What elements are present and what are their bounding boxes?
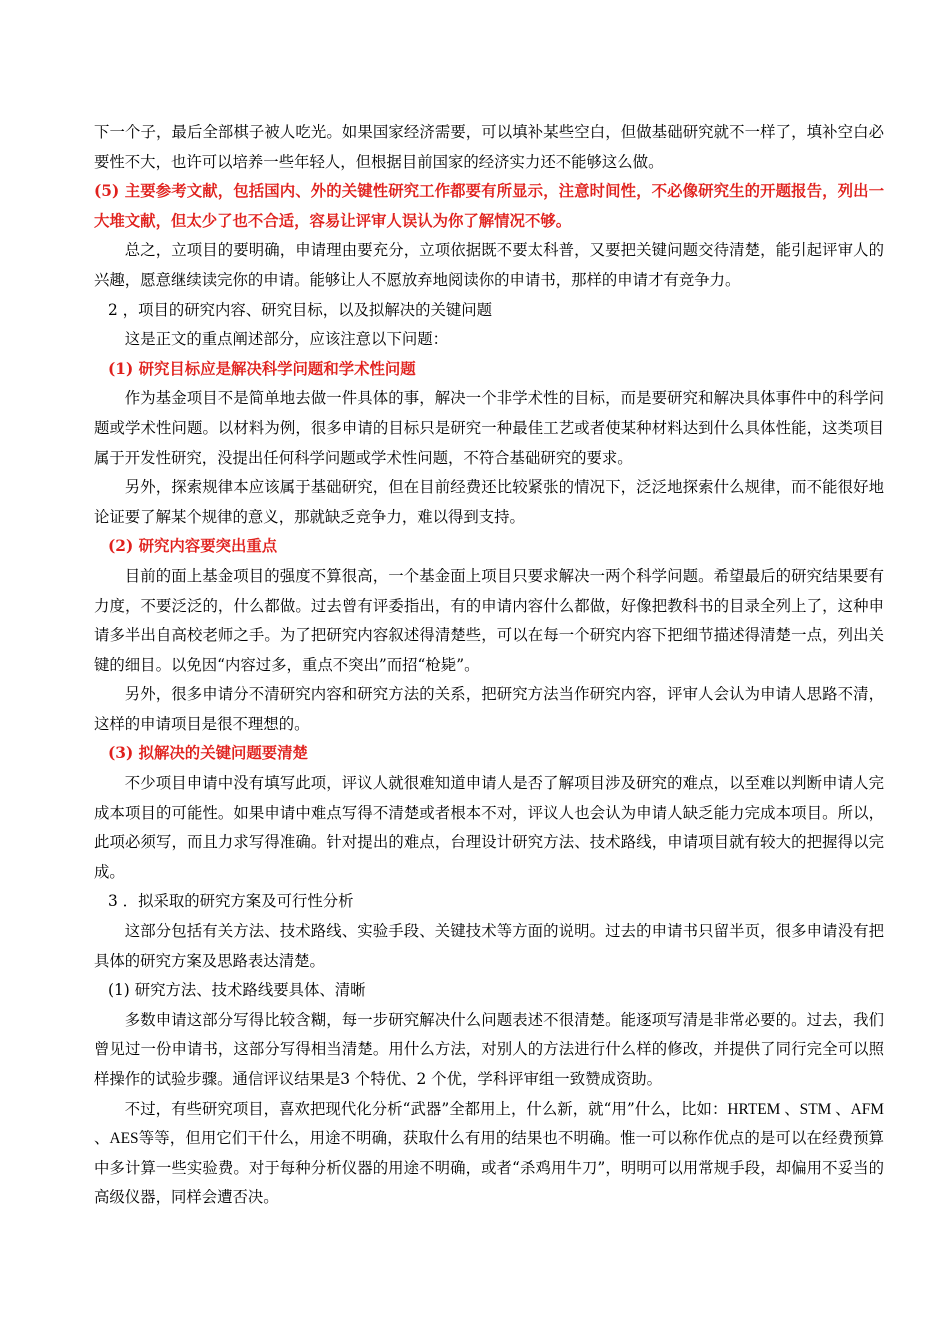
paragraph-intro-continuation: 下一个子，最后全部棋子被人吃光。如果国家经济需要，可以填补某些空白，但做基础研究就不一样了，填补空白必要性不大，也许可以培养一些年轻人，但根据目前国家的经济实力还不能够这么做。 bbox=[94, 123, 884, 171]
paragraph-section-2-intro: 这是正文的重点阐述部分，应该注意以下问题： bbox=[124, 330, 449, 349]
instruments-rest: 等等，但用它们干什么，用途不明确，获取什么有用的结果也不明确。惟一可以称作优点的是可以在经费预算中多计算一些实验费。对于每种分析仪器的用途不明确，或者“杀鸡用牛刀”，明明可以用常规手段，却偏用不妥当的高级仪器，同样会遭否决。 bbox=[94, 1129, 884, 1207]
paragraph-references-emphasis: (5) 主要参考文献，包括国内、外的关键性研究工作都要有所显示，注意时间性，不必像研究生的开题报告，列出一大堆文献，但太少了也不合适，容易让评审人误认为你了解情况不够。 bbox=[94, 182, 884, 230]
instrument-list: HRTEM 、STM 、AFM 、AES bbox=[94, 1100, 884, 1148]
subheading-research-goal: (1) 研究目标应是解决科学问题和学术性问题 bbox=[108, 359, 416, 378]
section-heading-2: 2 ，项目的研究内容、研究目标，以及拟解决的关键问题 bbox=[108, 300, 493, 319]
section-heading-3: 3 ．拟采取的研究方案及可行性分析 bbox=[108, 892, 354, 911]
paragraph-section-3-intro: 这部分包括有关方法、技术路线、实验手段、关键技术等方面的说明。过去的申请书只留半页，很多申请没有把具体的研究方案及思路表达清楚。 bbox=[94, 922, 884, 970]
paragraph-key-problems: 不少项目申请中没有填写此项，评议人就很难知道申请人是否了解项目涉及研究的难点，以至难以判断申请人完成本项目的可能性。如果申请中难点写得不清楚或者根本不对，评议人也会认为申请人缺乏能力完成本项目。所以，此项必须写，而且力求写得准确。针对提出的难点，台理设计研究方法、技术路线，申请项目就有较大的把握得以完成。 bbox=[94, 774, 884, 881]
paragraph-content-vs-method: 另外，很多申请分不清研究内容和研究方法的关系，把研究方法当作研究内容，评审人会认为申请人思路不清，这样的申请项目是很不理想的。 bbox=[94, 685, 884, 733]
subheading-key-problems: (3) 拟解决的关键问题要清楚 bbox=[108, 744, 308, 763]
paragraph-research-goal: 作为基金项目不是简单地去做一件具体的事，解决一个非学术性的目标，而是要研究和解决具体事件中的科学问题或学术性问题。以材料为例，很多申请的目标只是研究一种最佳工艺或者使某种材料达到什么具体性能，这类项目属于开发性研究，没提出任何科学问题或学术性问题，不符合基础研究的要求。 bbox=[94, 389, 884, 467]
paragraph-instruments bbox=[94, 1095, 884, 1213]
subheading-research-content: (2) 研究内容要突出重点 bbox=[108, 537, 278, 556]
paragraph-summary: 总之，立项目的要明确，申请理由要充分，立项依据既不要太科普，又要把关键问题交待清楚，能引起评审人的兴趣，愿意继续读完你的申请。能够让人不愿放弃地阅读你的申请书，那样的申请才有竞争力。 bbox=[94, 241, 884, 289]
paragraph-research-content: 目前的面上基金项目的强度不算很高，一个基金面上项目只要求解决一两个科学问题。希望最后的研究结果要有力度，不要泛泛的，什么都做。过去曾有评委指出，有的申请内容什么都做，好像把教科书的目录全列上了，这种申请多半出自高校老师之手。为了把研究内容叙述得清楚些，可以在每一个研究内容下把细节描述得清楚一点，列出关键的细目。以免因“内容过多，重点不突出”而招“枪毙”。 bbox=[94, 566, 884, 674]
paragraph-methods: 多数申请这部分写得比较含糊，每一步研究解决什么问题表述不很清楚。能逐项写清是非常必要的。过去，我们曾见过一份申请书，这部分写得相当清楚。用什么方法，对别人的方法进行什么样的修改，并提供了同行完全可以照样操作的试验步骤。通信评议结果是3 个特优、2 个优，学科评审组一致赞成资助。 bbox=[94, 1010, 884, 1088]
subheading-methods: (1) 研究方法、技术路线要具体、清晰 bbox=[108, 981, 366, 1000]
document-page bbox=[94, 118, 884, 1213]
paragraph-explore-rules: 另外，探索规律本应该属于基础研究，但在目前经费还比较紧张的情况下，泛泛地探索什么规律，而不能很好地论证要了解某个规律的意义，那就缺乏竞争力，难以得到支持。 bbox=[94, 478, 884, 526]
instruments-lead: 不过，有些研究项目，喜欢把现代化分析“武器”全都用上，什么新，就“用”什么，比如： bbox=[124, 1099, 728, 1118]
